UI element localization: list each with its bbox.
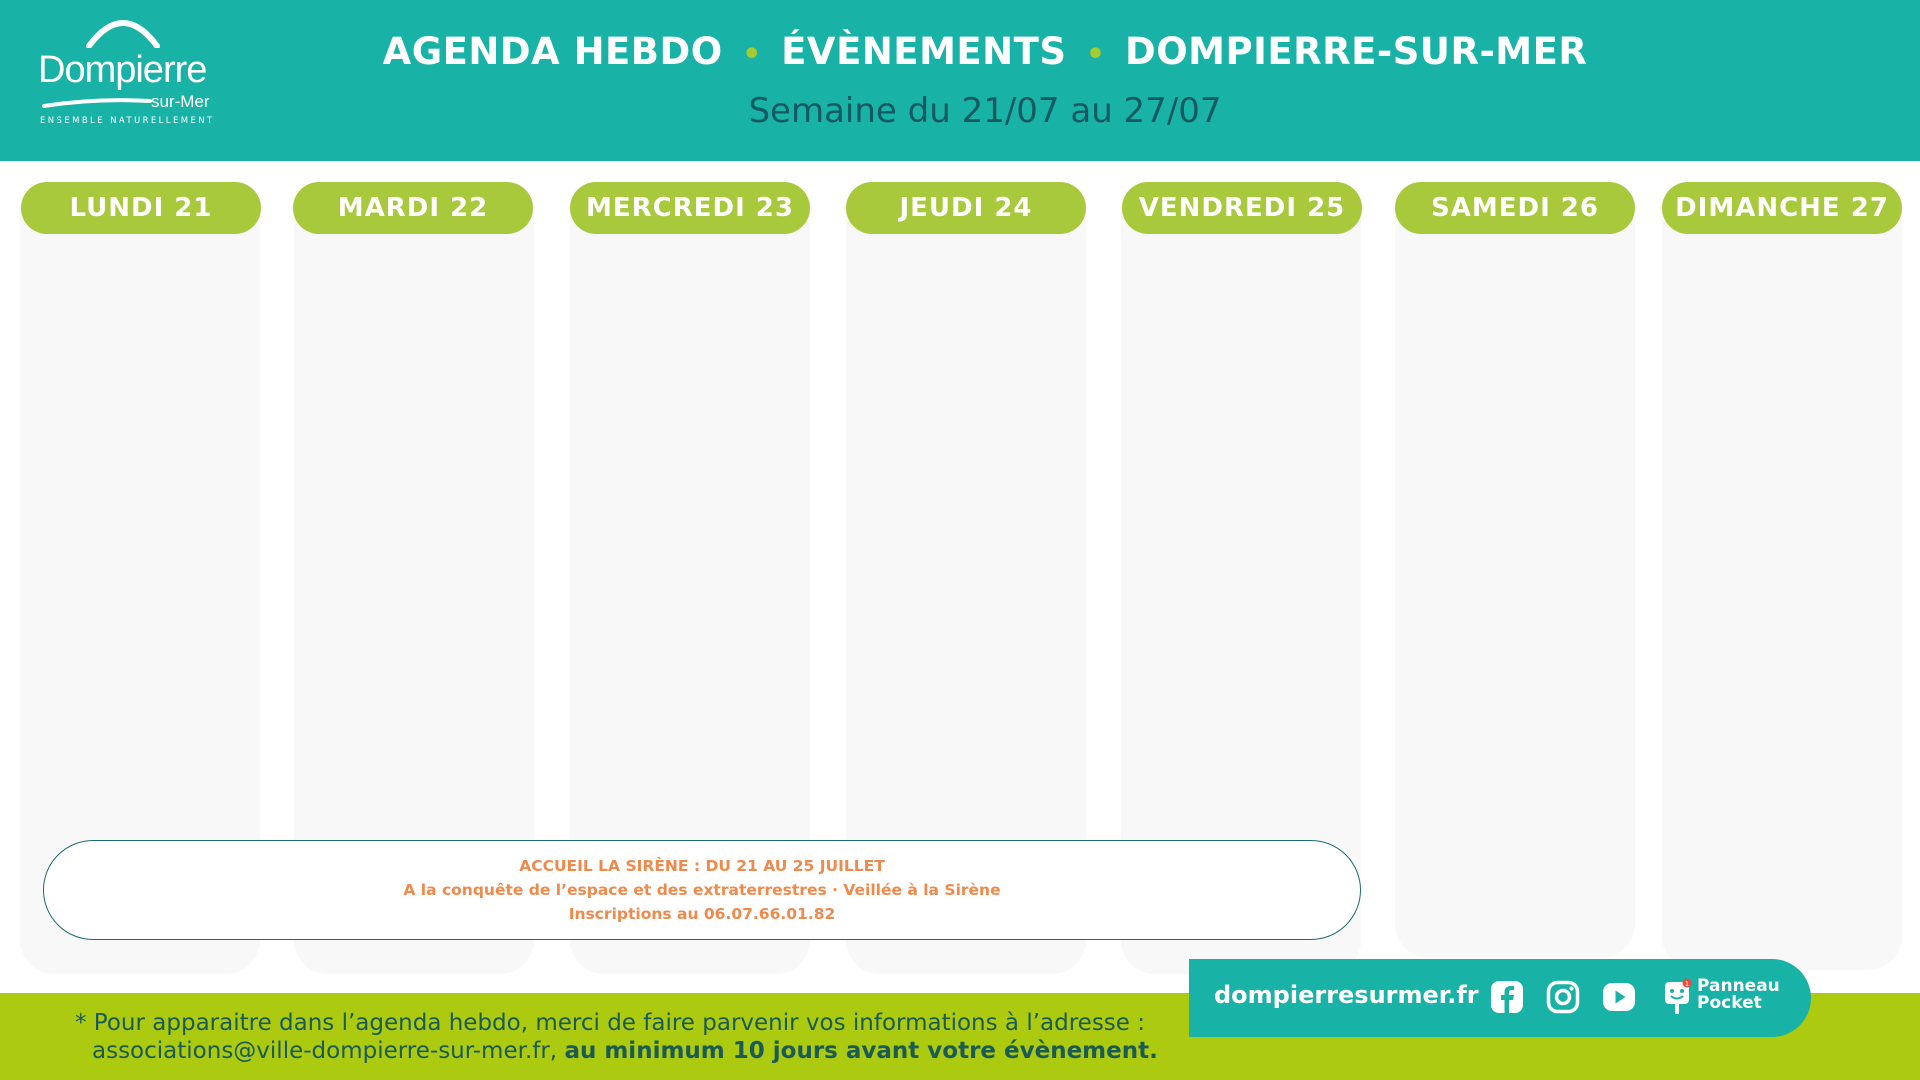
- panneaupocket-label-line2: Pocket: [1697, 993, 1762, 1013]
- title-part-town: DOMPIERRE-SUR-MER: [1125, 30, 1588, 73]
- event-title: ACCUEIL LA SIRÈNE : DU 21 AU 25 JUILLET: [519, 857, 885, 875]
- day-header-wednesday: MERCREDI 23: [570, 182, 810, 234]
- day-header-tuesday: MARDI 22: [293, 182, 533, 234]
- footer-email: associations@ville-dompierre-sur-mer.fr,: [92, 1038, 565, 1064]
- page-title: [340, 30, 1630, 73]
- facebook-icon[interactable]: [1490, 980, 1524, 1014]
- logo-swoosh-icon: [42, 96, 152, 108]
- day-header-sunday: DIMANCHE 27: [1662, 182, 1902, 234]
- panneaupocket-badge: 1: [1684, 980, 1690, 988]
- event-card-sirene: [43, 840, 1361, 940]
- day-header-saturday: SAMEDI 26: [1395, 182, 1635, 234]
- instagram-icon[interactable]: [1546, 980, 1580, 1014]
- title-separator: •: [742, 37, 762, 72]
- logo-tagline: ENSEMBLE NATURELLEMENT: [40, 116, 215, 126]
- week-subtitle: Semaine du 21/07 au 27/07: [748, 91, 1222, 131]
- day-header-monday: LUNDI 21: [21, 182, 261, 234]
- footer-note-line2: [75, 1037, 1158, 1065]
- event-contact: Inscriptions au 06.07.66.01.82: [568, 905, 836, 923]
- youtube-icon[interactable]: [1602, 980, 1636, 1014]
- title-part-events: ÉVÈNEMENTS: [781, 30, 1067, 73]
- social-bar: [1189, 959, 1811, 1037]
- footer-deadline: au minimum 10 jours avant votre évènement.: [564, 1038, 1158, 1064]
- header-banner: [0, 0, 1920, 161]
- day-header-thursday: JEUDI 24: [846, 182, 1086, 234]
- title-separator: •: [1085, 37, 1106, 72]
- panneaupocket-icon[interactable]: [1663, 978, 1693, 1018]
- footer-note: [75, 1009, 1158, 1065]
- panneaupocket-label[interactable]: [1697, 978, 1780, 1012]
- day-column-saturday: [1395, 182, 1635, 958]
- panneaupocket-label-line1: Panneau: [1697, 976, 1780, 996]
- day-column-sunday: [1662, 182, 1902, 970]
- logo: [38, 14, 228, 132]
- footer-note-line1: * Pour apparaitre dans l’agenda hebdo, merci de faire parvenir vos informations à l’adresse :: [75, 1010, 1145, 1036]
- logo-name: Dompierre: [38, 49, 207, 91]
- title-part-agenda: AGENDA HEBDO: [382, 30, 723, 73]
- event-description: A la conquête de l’espace et des extraterrestres · Veillée à la Sirène: [403, 881, 1001, 899]
- website-link[interactable]: dompierresurmer.fr: [1214, 981, 1479, 1009]
- logo-arc-icon: [85, 14, 161, 48]
- day-header-friday: VENDREDI 25: [1122, 182, 1362, 234]
- logo-sub: sur-Mer: [151, 92, 210, 111]
